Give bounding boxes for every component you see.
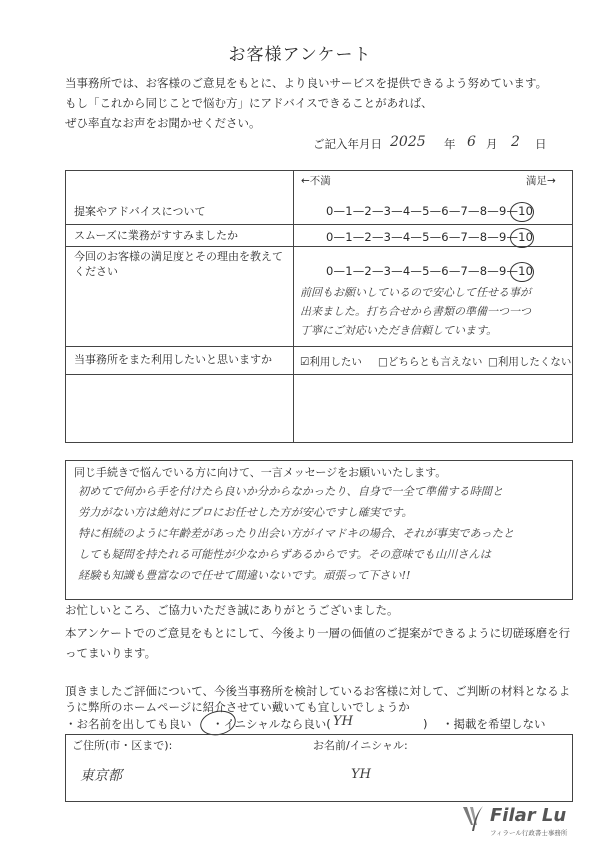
consent-line-2: うに弊所のホームページに紹介させてい戴いても宜しいでしょうか (65, 700, 410, 714)
date-month: 6 (467, 134, 476, 150)
date-day-label: 日 (535, 137, 547, 151)
consent-option-no[interactable]: ・掲載を希望しない (442, 717, 546, 731)
consent-line-1: 頂きましたご評価について、今後当事務所を検討しているお客様に対して、ご判断の材料となるよ (65, 684, 571, 698)
date-year-label: 年 (444, 137, 456, 151)
logo-subtitle: フィラール行政書士事務所 (490, 829, 568, 837)
date-day: 2 (511, 134, 520, 150)
thanks-line-1: お忙しいところ、ご協力いただき誠にありがとうございました。 (65, 603, 399, 617)
comment-line-1: 前回もお願いしているので安心して任せる事が (300, 286, 531, 299)
option-use[interactable]: ☑利用したい (300, 356, 362, 368)
question-reuse: 当事務所をまた利用したいと思いますか (74, 353, 272, 366)
survey-table (65, 170, 573, 443)
option-neutral[interactable]: □どちらとも言えない (378, 356, 483, 368)
name-label: お名前/イニシャル: (313, 739, 408, 752)
name-value: YH (351, 767, 371, 782)
question-smooth: スムーズに業務がすすみましたか (74, 229, 239, 242)
scale-low-label: ←不満 (301, 175, 331, 187)
thanks-line-2: 本アンケートでのご意見をもとにして、今後より一層の価値のご提案ができるように切磋琢磨を行 (65, 626, 571, 640)
message-line-2: 労力がない方は絶対にプロにお任せした方が安心ですし確実です。 (78, 506, 413, 519)
row-divider (66, 246, 572, 247)
comment-line-2: 出来ました。打ち合せから書類の準備一つ一つ (300, 305, 531, 318)
date-month-label: 月 (486, 137, 498, 151)
rating-scale-smooth: 0—1—2—3—4—5—6—7—8—9—10 (326, 230, 534, 244)
table-column-divider (293, 171, 294, 442)
logo-name: Filar Lu (490, 805, 567, 826)
message-line-5: 経験も知識も豊富なので任せて間違いないです。頑張って下さい!! (78, 569, 411, 582)
question-satisfaction-line1: 今回のお客様の満足度とその理由を教えて (74, 250, 283, 263)
message-line-4: しても疑問を持たれる可能性が少なからずあるからです。その意味でも山川さんは (78, 548, 491, 561)
consent-option-name[interactable]: ・お名前を出しても良い (65, 717, 192, 731)
intro-line-1: 当事務所では、お客様のご意見をもとに、より良いサービスを提供できるよう努めています。 (65, 76, 548, 90)
page-title: お客様アンケート (228, 45, 372, 65)
consent-initials-value: YH (333, 714, 353, 729)
date-year: 2025 (390, 134, 426, 150)
intro-line-2: もし「これから同じことで悩む方」にアドバイスできることがあれば、 (65, 96, 433, 110)
row-divider (66, 374, 572, 375)
rating-scale-advice: 0—1—2—3—4—5—6—7—8—9—10 (326, 204, 534, 218)
question-advice: 提案やアドバイスについて (74, 205, 206, 218)
question-satisfaction-line2: ください (74, 265, 118, 278)
option-no[interactable]: □利用したくない (488, 356, 572, 368)
rating-scale-satisfaction: 0—1—2—3—4—5—6—7—8—9—10 (326, 264, 534, 278)
row-divider (66, 224, 572, 225)
rating-circle (510, 228, 534, 248)
consent-option-initials[interactable]: ・イニシャルなら良い( (212, 717, 331, 731)
rating-circle (510, 202, 534, 222)
date-label: ご記入年月日 (313, 137, 382, 151)
scale-high-label: 満足→ (526, 175, 556, 187)
row-divider (66, 346, 572, 347)
thanks-line-3: ってまいります。 (65, 646, 157, 660)
message-line-3: 特に相続のように年齢差があったり出会い方がイマドキの場合、それが事実であったと (78, 527, 515, 540)
address-value: 東京都 (80, 768, 122, 784)
address-label: ご住所(市・区まで): (72, 739, 173, 752)
message-box (65, 460, 573, 600)
address-box (65, 734, 573, 802)
comment-line-3: 丁寧にご対応いただき信頼しています。 (300, 324, 498, 337)
message-prompt: 同じ手続きで悩んでいる方に向けて、一言メッセージをお願いいたします。 (74, 466, 447, 479)
intro-line-3: ぜひ率直なお声をお聞かせください。 (65, 116, 261, 130)
message-line-1: 初めてで何から手を付けたら良いか分からなかったり、自身で一全て準備する時間と (78, 485, 504, 498)
consent-close-paren: ) (423, 717, 428, 731)
logo-mark-icon (460, 803, 488, 835)
rating-circle (510, 262, 534, 282)
